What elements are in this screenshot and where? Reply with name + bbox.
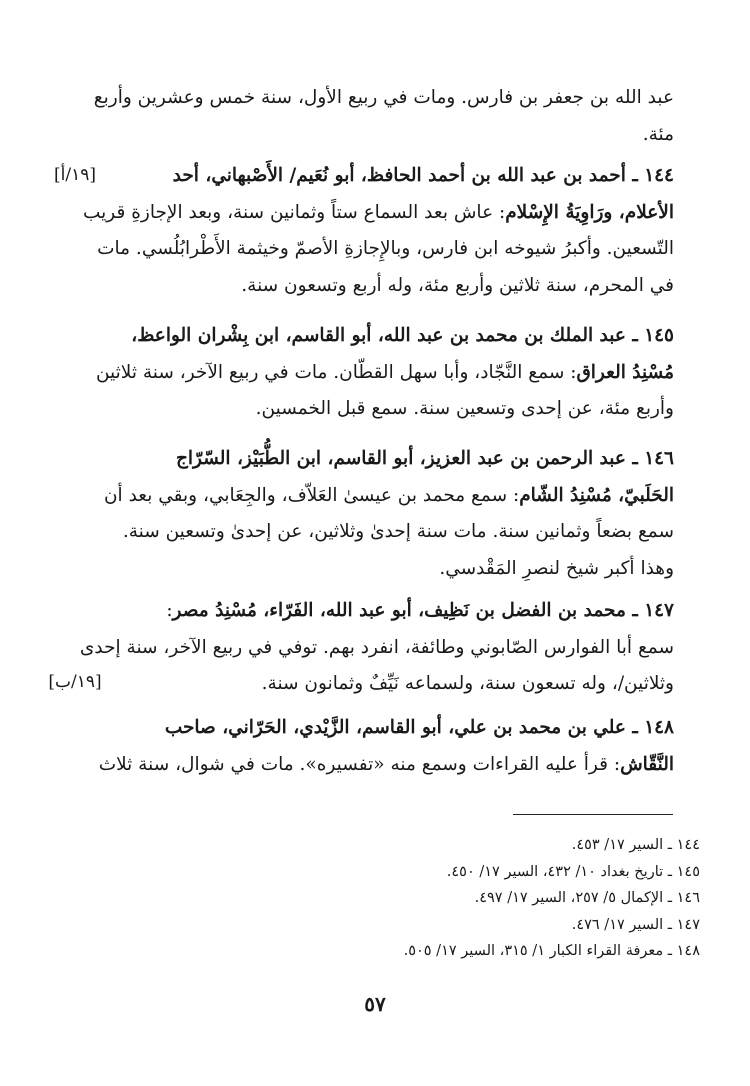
entry-text: : سمع محمد بن عيسىٰ العَلاّف، والجِعَابي، وبقي بعد أن xyxy=(103,484,520,506)
entry-heading: ١٤٥ ـ عبد الملك بن محمد بن عبد الله، أبو القاسم، ابن بِشْران الواعظ، xyxy=(131,325,674,346)
entry-144 xyxy=(82,158,674,304)
text-line xyxy=(132,593,674,630)
page-number: ٥٧ xyxy=(364,992,386,1016)
footnotes xyxy=(370,832,720,965)
entry-text: : سمع النَّجّاد، وأبا سهل القطّان. مات في ربيع الآخر، سنة ثلاثين xyxy=(95,361,577,383)
text-line: سمع أبا الفوارس الصّابوني وطائفة، انفرد بهم. توفي في ربيع الآخر، سنة إحدى xyxy=(79,636,674,658)
margin-reference: [١٩/أ] xyxy=(54,165,96,185)
intro-paragraph xyxy=(93,80,674,153)
footnote: ١٤٥ ـ تاريخ بغداد ١٠/ ٤٣٢، السير ١٧/ ٤٥٠. xyxy=(446,863,700,880)
entry-148 xyxy=(98,710,674,783)
footnote-divider xyxy=(513,814,673,815)
text-line xyxy=(95,355,674,392)
text-line xyxy=(82,195,674,232)
text-line: عبد الله بن جعفر بن فارس. ومات في ربيع الأول، سنة خمس وعشرين وأربع xyxy=(93,87,674,108)
entry-heading-cont: النَّقّاش xyxy=(620,753,674,775)
text-line: وهذا أكبر شيخ لنصرِ المَقْدسي. xyxy=(439,557,674,579)
entry-145 xyxy=(95,318,674,428)
text-line: مئة. xyxy=(642,123,674,145)
entry-heading: ١٤٨ ـ علي بن محمد بن علي، أبو القاسم، الزَّيْدي، الحَرّاني، صاحب xyxy=(164,717,674,738)
entry-heading: ١٤٦ ـ عبد الرحمن بن عبد العزيز، أبو القاسم، ابن الطُّبَيْز، السّرّاج xyxy=(175,448,674,469)
footnote: ١٤٤ ـ السير ١٧/ ٤٥٣. xyxy=(571,837,700,853)
entry-text: : عاش بعد السماع ستاً وثمانين سنة، وبعد الإجازةِ قريب xyxy=(82,201,506,223)
entry-147 xyxy=(79,593,674,703)
entry-heading: ١٤٤ ـ أحمد بن عبد الله بن أحمد الحافظ، أبو نُعَيم/ الأَصْبهاني، أحد xyxy=(172,165,674,186)
text-line xyxy=(98,747,674,784)
footnote: ١٤٧ ـ السير ١٧/ ٤٧٦. xyxy=(571,916,700,933)
entry-heading-cont: الأعلام، ورَاوِيَةُ الإِسْلام xyxy=(505,201,674,223)
entry-heading: ١٤٧ ـ محمد بن الفضل بن نَظِيف، أبو عبد الله، الفَرّاء، مُسْنِدُ مصر xyxy=(172,600,674,621)
text-line: في المحرم، سنة ثلاثين وأربع مئة، وله أربع وتسعون سنة. xyxy=(241,274,674,296)
text-line: سمع بضعاً وثمانين سنة. مات سنة إحدىٰ وثلاثين، عن إحدىٰ وتسعين سنة. xyxy=(122,521,674,542)
text-line: وأربع مئة، عن إحدى وتسعين سنة. سمع قبل الخمسين. xyxy=(255,398,674,419)
footnote: ١٤٦ ـ الإكمال ٥/ ٢٥٧، السير ١٧/ ٤٩٧. xyxy=(474,890,700,906)
entry-heading-cont: الحَلَبيّ، مُسْنِدُ الشّام xyxy=(519,484,674,506)
entry-text: : xyxy=(166,600,173,621)
entry-text: : قرأ عليه القراءات وسمع منه «تفسيره». مات في شوال، سنة ثلاث xyxy=(98,753,621,775)
text-line: وثلاثين/، وله تسعون سنة، ولسماعه نَيِّفٌ وثمانون سنة. xyxy=(261,673,674,694)
footnote: ١٤٨ ـ معرفة القراء الكبار ١/ ٣١٥، السير ١٧/ ٥٠٥. xyxy=(403,943,700,959)
margin-reference: [١٩/ب] xyxy=(48,672,102,692)
entry-146 xyxy=(103,441,674,587)
text-line: التّسعين. وأكبرُ شيوخه ابن فارس، وبالإِجازةِ الأصمّ وخيثمة الأَطْرابُلُسي. مات xyxy=(97,238,674,259)
entry-heading-cont: مُسْنِدُ العراق xyxy=(576,361,674,383)
text-line xyxy=(103,478,674,515)
